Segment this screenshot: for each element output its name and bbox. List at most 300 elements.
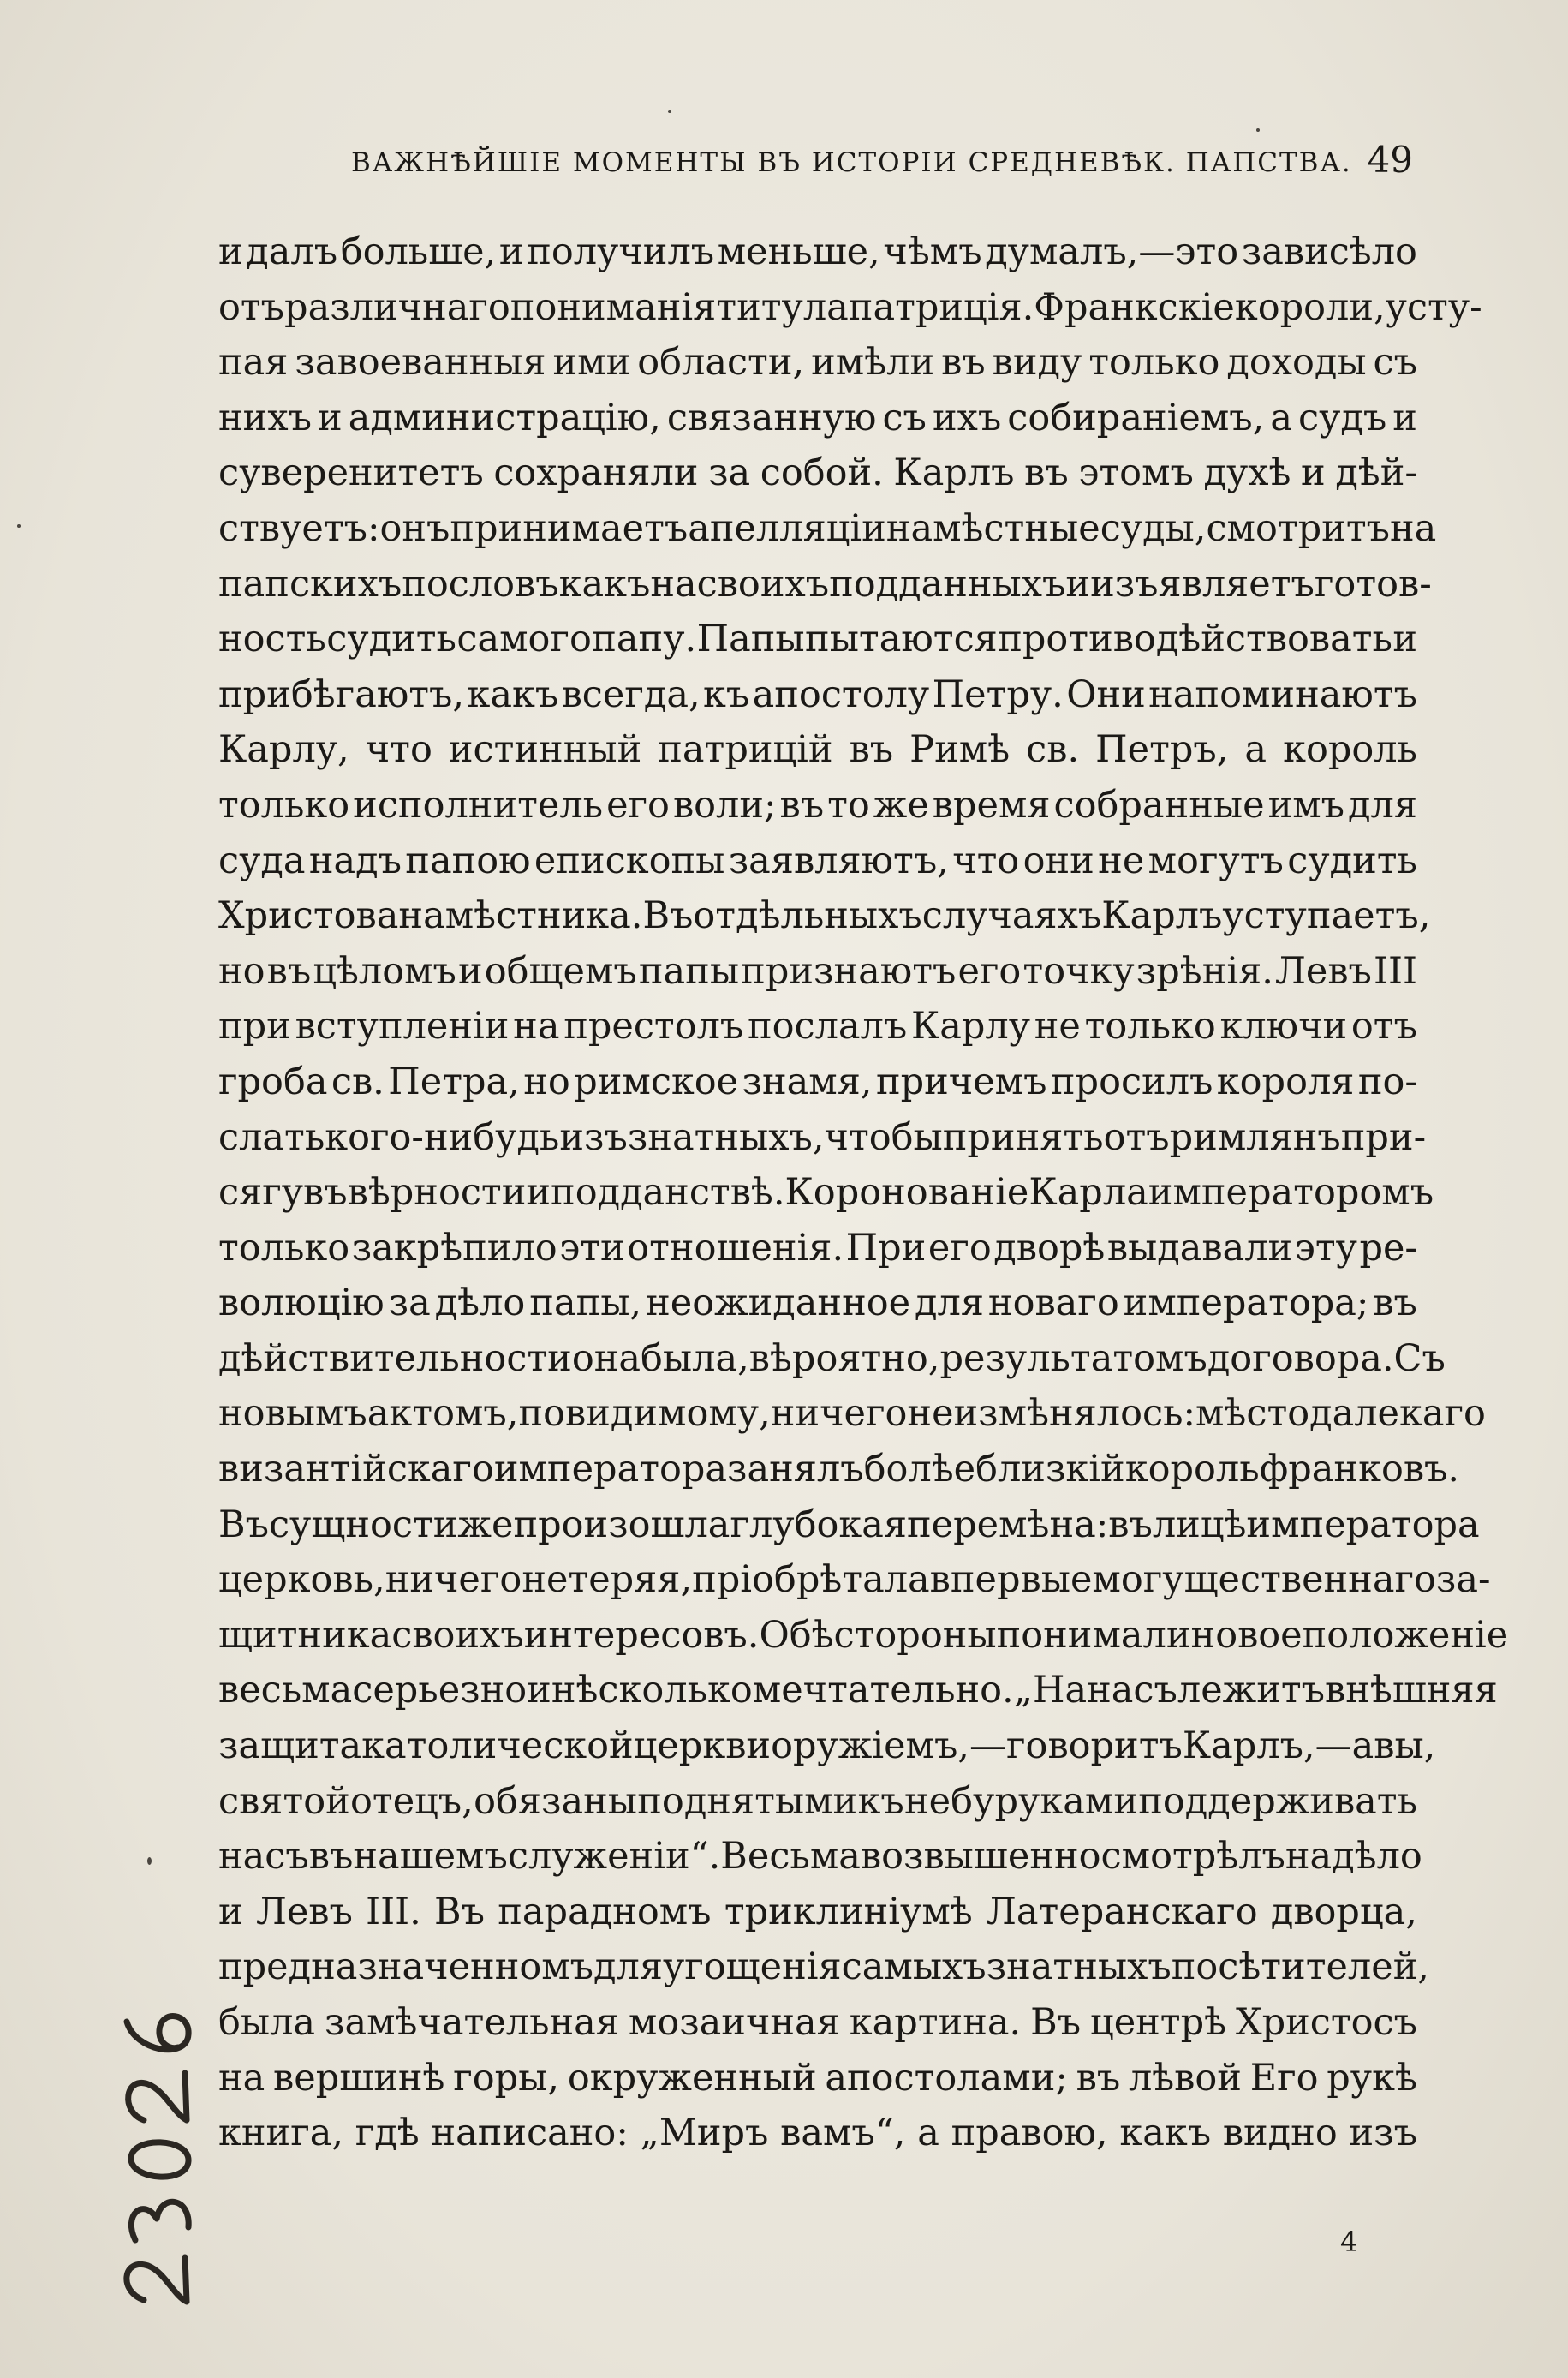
word: Петръ, [1095,728,1229,772]
word: апелляціи [688,506,886,550]
text-line [218,1055,1417,1110]
word: для [915,1282,984,1325]
word: короли, [1234,285,1386,329]
word: папою [405,839,531,882]
word: Коронованіе [784,1171,1029,1215]
word: больше, [340,230,497,273]
word: перемѣна: [907,1503,1109,1546]
word: дѣло [434,1282,526,1325]
word: актомъ, [367,1392,519,1436]
word: титула [716,285,849,329]
word: на [513,1005,560,1049]
text-line [218,335,1417,391]
word: Франкскіе [1034,285,1235,329]
word: напоминаютъ [1148,672,1417,716]
word: новымъ [218,1392,367,1436]
word: Въ [1030,2001,1082,2044]
word: какъ [558,562,651,606]
word: но [218,949,265,993]
word: Карлу [910,1005,1031,1049]
word: за [708,451,751,495]
word: пониманія [510,285,717,329]
word: принимаетъ [450,506,689,550]
word: предназначенномъ [218,1945,594,1989]
word: Петру. [932,672,1064,716]
text-line [218,1552,1491,1608]
text-line [218,445,1417,501]
word: обязаны [474,1779,637,1823]
word: отношенія. [627,1226,844,1270]
text-line [218,1608,1509,1664]
word: церкви [633,1724,772,1768]
word: произошла [513,1503,730,1546]
word: на [1390,506,1437,550]
word: короля [1216,1060,1355,1103]
text-line [218,1718,1436,1774]
word: а [917,2112,939,2155]
word: Карлъ [1101,894,1223,938]
word: могутъ [1148,839,1284,882]
word: оружіемъ,—говоритъ [771,1724,1183,1768]
word: то [827,783,870,827]
word: ключи [1219,1005,1348,1049]
word: не [1034,1005,1081,1049]
word: лежитъ [1177,1669,1326,1712]
word: собираніемъ, [1007,396,1265,439]
word: III [1374,949,1417,993]
word: апостолами; [825,2056,1068,2100]
signature-mark: 4 [1340,2226,1358,2258]
word: отъ [218,285,285,329]
word: вступленіи [295,1005,510,1049]
word: императора [493,1448,728,1491]
word: поднятыми [637,1779,858,1823]
word: нихъ [218,396,312,439]
word: усту- [1385,285,1482,329]
word: церковь, [218,1558,385,1602]
word: за- [1435,1558,1491,1602]
word: измѣнялось: [953,1392,1195,1436]
word: нѣсколько [551,1669,753,1712]
text-line [218,1386,1486,1442]
word: къ [703,672,750,716]
text-line [218,2106,1417,2161]
word: болѣе [863,1448,976,1491]
text-line [218,1829,1422,1885]
word: Карла [1028,1171,1148,1215]
text-line [218,391,1417,446]
text-line [218,1497,1480,1553]
word: на [650,562,697,606]
word: теряя, [568,1558,693,1602]
word: Римѣ [909,728,1011,772]
word: какъ [1119,2112,1212,2155]
word: области, [637,341,805,385]
word: стороны [833,1613,997,1657]
word: и [1065,562,1091,606]
word: и [458,949,483,993]
word: суды, [1100,506,1207,550]
word: сягу [218,1171,304,1215]
word: а [1244,728,1267,772]
word: его [927,1226,992,1270]
word: папскихъ [218,562,402,606]
word: эти [559,1226,625,1270]
word: собой. [760,451,884,495]
word: византійскаго [218,1448,494,1491]
word: общемъ [484,949,637,993]
word: понимали [996,1613,1191,1657]
word: горы, [453,2056,560,2100]
word: въ [849,728,894,772]
word: суверенитетъ [218,451,484,495]
word: центрѣ [1090,2001,1227,2044]
running-title: ВАЖНѢЙШІЕ МОМЕНТЫ ВЪ ИСТОРІИ СРЕДНЕВѢК. ПАПСТВА. [351,147,1352,178]
word: намѣстника. [398,894,643,938]
word: закрѣпило [351,1226,557,1270]
word: сохраняли [493,451,699,495]
word: и [498,230,524,273]
word: въ [1373,1282,1417,1325]
word: Въ [218,1503,269,1546]
word: не [522,1558,569,1602]
word: на [1285,1835,1333,1879]
word: эту [1294,1226,1357,1270]
word: ихъ [932,396,1002,439]
word: различнаго [284,285,510,329]
word: знатныхъ [986,1945,1172,1989]
word: пая [218,341,289,385]
word: патриція. [848,285,1034,329]
word: своихъ [391,1613,524,1657]
word: „Миръ [640,2112,769,2155]
word: суда [218,839,306,882]
word: При [845,1226,927,1270]
word: глубокая [730,1503,908,1546]
word: ре- [1359,1226,1417,1270]
text-line [218,1442,1460,1497]
word: поддерживать [1138,1779,1417,1823]
word: заявляютъ, [728,839,949,882]
word: Петра, [388,1060,520,1103]
word: папу. [592,618,697,661]
word: отдѣльныхъ [693,894,922,938]
word: же [873,783,929,827]
word: меньше, [717,230,880,273]
text-line [218,1885,1417,1940]
word: съ [882,396,927,439]
text-line [218,833,1417,889]
word: окруженный [567,2056,817,2100]
word: къ [857,1779,904,1823]
word: что [365,728,432,772]
text-line [218,1774,1417,1830]
word: близкій [975,1448,1125,1491]
word: посѣтителей, [1171,1945,1430,1989]
word: III. [366,1890,421,1933]
word: всегда, [561,672,701,716]
word: римское [574,1060,739,1103]
text-line [218,1663,1498,1718]
word: только [218,783,350,827]
word: отецъ, [350,1779,474,1823]
word: чѣмъ [883,230,982,273]
word: смотритъ [1206,506,1390,550]
word: Они [1066,672,1146,716]
word: ничего [770,1392,908,1436]
word: воли; [672,783,777,827]
word: она [571,1336,641,1380]
paper-speck [17,524,21,528]
word: франковъ. [1259,1448,1460,1491]
text-line [218,2051,1417,2106]
word: связанную [666,396,877,439]
word: самыхъ [841,1945,987,1989]
word: дѣйствительности [218,1336,572,1380]
text-line [218,999,1417,1055]
text-line [218,888,1431,944]
word: Въ [642,894,694,938]
word: католической [361,1724,634,1768]
word: изъявляетъ [1090,562,1315,606]
word: императора [1246,1503,1480,1546]
word: знамя, [742,1060,873,1103]
word: послалъ [747,1005,908,1049]
text-line [218,1276,1417,1331]
word: и [1392,618,1417,661]
word: и [527,1669,551,1712]
word: ими [552,341,631,385]
word: подданствѣ. [551,1171,785,1215]
word: его [606,783,670,827]
word: Съ [1393,1336,1446,1380]
word: вамъ“, [780,2112,906,2155]
word: Его [1249,2056,1319,2100]
word: для [593,1945,663,1989]
word: угощенія [662,1945,842,1989]
word: вѣрности [347,1171,527,1215]
word: при- [1340,1115,1427,1159]
word: видно [1222,2112,1338,2155]
word: отъ [1103,1115,1170,1159]
word: могущественнаго [1092,1558,1436,1602]
word: не [907,1392,954,1436]
word: написано: [431,2112,629,2155]
word: интересовъ. [523,1613,760,1657]
word: книга, [218,2112,344,2155]
text-line [218,612,1417,667]
word: признаютъ [741,949,957,993]
word: только [1084,1005,1216,1049]
word: въ [1024,451,1069,495]
word: подданныхъ [829,562,1066,606]
text-line [218,1331,1446,1387]
word: небу [903,1779,995,1823]
word: занялъ [727,1448,864,1491]
word: король [1283,728,1417,772]
paper-speck [668,110,671,113]
word: его [957,949,1022,993]
word: Карлъ [893,451,1015,495]
word: и [1301,451,1326,495]
word: въ [266,949,312,993]
word: и [526,1171,551,1215]
word: въ [1076,2056,1121,2100]
word: пословъ [402,562,559,606]
word: по- [1357,1060,1417,1103]
word: и [1392,396,1417,439]
word: дворѣ [993,1226,1106,1270]
word: а [1270,396,1292,439]
word: прибѣгаютъ, [218,672,465,716]
word: Христова [218,894,399,938]
text-line [218,667,1417,723]
word: только [218,1226,350,1270]
word: результатомъ [939,1336,1207,1380]
word: смотрѣлъ [1100,1835,1285,1879]
word: возвышенно [860,1835,1101,1879]
word: выдавали [1106,1226,1293,1270]
word: время [932,783,1051,827]
word: истинный [448,728,642,772]
word: имѣли [811,341,935,385]
text-line [218,944,1417,1000]
word: далекаго [1309,1392,1486,1436]
word: какъ [467,672,559,716]
word: лѣвой [1128,2056,1242,2100]
word: триклиніумѣ [724,1890,973,1933]
word: но [523,1060,570,1103]
word: папы, [529,1282,642,1325]
word: въ [303,1171,348,1215]
word: уступаетъ, [1222,894,1431,938]
word: повидимому, [518,1392,771,1436]
word: новаго [987,1282,1119,1325]
word: Христосъ [1236,2001,1417,2044]
word: изъ [1349,2112,1417,2155]
word: судъ [1298,396,1387,439]
word: „На [1013,1669,1088,1712]
word: лицѣ [1152,1503,1247,1546]
word: готов- [1314,562,1432,606]
word: впервые [929,1558,1093,1602]
word: этомъ [1078,451,1194,495]
word: римлянъ [1169,1115,1341,1159]
text-line [218,1165,1434,1221]
word: зрѣнія. [1136,949,1273,993]
text-line [218,224,1417,280]
word: вѣроятно, [748,1336,940,1380]
word: императоромъ [1148,1171,1434,1215]
word: гдѣ [355,2112,420,2155]
word: мѣсто [1195,1392,1310,1436]
word: и [317,396,343,439]
word: защита [218,1724,362,1768]
word: только [1088,341,1220,385]
word: Обѣ [759,1613,834,1657]
word: для [1348,783,1417,827]
word: доходы [1226,341,1367,385]
word: судить [1287,839,1417,882]
text-line [218,1110,1427,1166]
word: духѣ [1203,451,1291,495]
word: апостолу [752,672,930,716]
word: знатныхъ, [627,1115,825,1159]
word: святой [218,1779,350,1823]
word: волюцію [218,1282,385,1325]
word: въ [779,783,825,827]
word: императора; [1123,1282,1369,1325]
text-line [218,1995,1417,2051]
handwritten-number [33,1970,178,2313]
word: мечтательно. [752,1669,1014,1712]
word: въ [308,1835,354,1879]
word: Въ [434,1890,485,1933]
word: мозаичная [628,2001,840,2044]
word: изъ [559,1115,628,1159]
word: на [885,506,933,550]
word: Карлъ,—а [1182,1724,1374,1768]
word: на [218,2056,265,2100]
word: слать [218,1115,325,1159]
word: ность [218,618,326,661]
word: пріобрѣтала [692,1558,930,1602]
word: въ [1108,1503,1153,1546]
word: положеніе [1302,1613,1509,1657]
word: щитника [218,1613,392,1657]
word: мѣстные [933,506,1100,550]
word: была, [641,1336,749,1380]
word: надъ [308,839,402,882]
word: завоеванныя [295,341,546,385]
word: Левъ [1275,949,1372,993]
word: самого [456,618,592,661]
word: же [457,1503,514,1546]
word: противодѣйствовать [998,618,1392,661]
word: руками [994,1779,1138,1823]
word: Карлу, [218,728,349,772]
word: принять [942,1115,1104,1159]
word: серьезно [352,1669,528,1712]
word: Латеранскаго [986,1890,1258,1933]
word: св. [1026,728,1080,772]
word: случаяхъ [921,894,1102,938]
body-text [218,224,1509,2161]
word: они [1022,839,1094,882]
word: ствуетъ: [218,506,380,550]
word: чтобы [824,1115,943,1159]
word: получилъ [527,230,715,273]
text-line [218,557,1432,612]
word: насъ [1087,1669,1177,1712]
word: пытаются [805,618,998,661]
word: цѣломъ [313,949,456,993]
text-line [218,1939,1430,1995]
paper-speck [147,1857,152,1865]
word: престолъ [563,1005,744,1049]
word: что [952,839,1020,882]
word: епископы [534,839,725,882]
word: новое [1190,1613,1303,1657]
word: при [218,1005,291,1049]
word: вы, [1374,1724,1436,1768]
word: нашемъ [353,1835,508,1879]
word: вершинѣ [273,2056,445,2100]
page-header [351,139,1413,187]
word: картина. [849,2001,1022,2044]
word: исполнитель [353,783,604,827]
word: рукѣ [1327,2056,1417,2100]
